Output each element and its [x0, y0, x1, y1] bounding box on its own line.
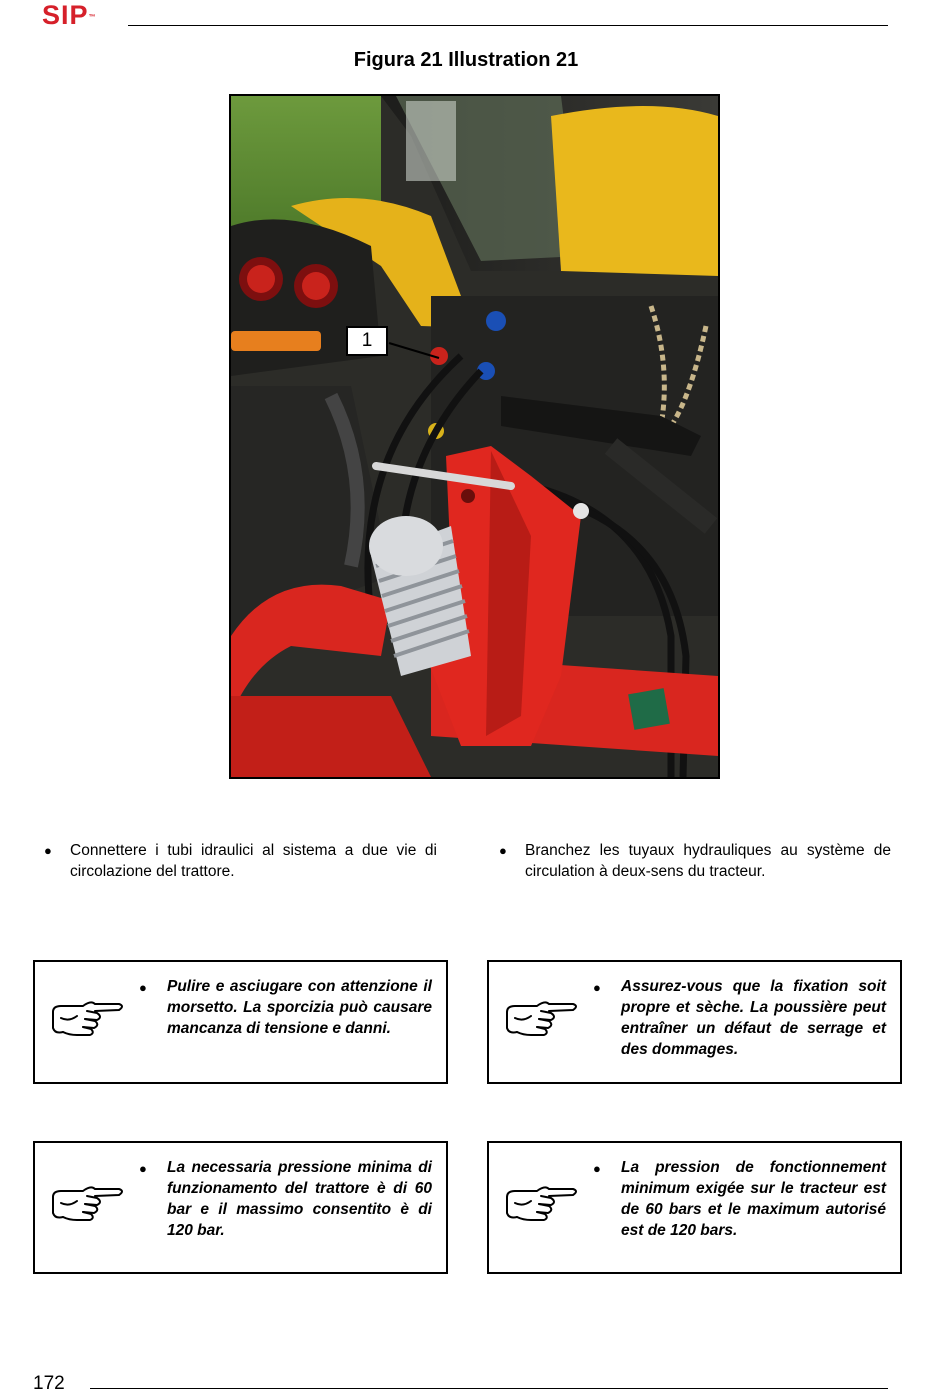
instruction-french-block	[499, 840, 891, 882]
logo-text: SIP	[42, 0, 89, 30]
figure-title: Figura 21 Illustration 21	[353, 49, 579, 71]
header-rule	[128, 25, 888, 26]
bullet-dot: ●	[139, 1161, 147, 1176]
instruction-french: Branchez les tuyaux hydrauliques au système de circulation à deux-sens du tracteur.	[525, 842, 891, 880]
note-text-french-1: Assurez-vous que la fixation soit propre et sèche. La poussière peut entraîner un défaut de serrage et des dommages.	[621, 978, 886, 1058]
logo-trademark: ™	[88, 14, 97, 21]
footer-rule	[90, 1388, 888, 1389]
tractor-hydraulic-photo	[231, 96, 718, 777]
note-box-italian-2	[33, 1141, 448, 1274]
page-number: 172	[33, 1373, 65, 1394]
bullet-dot: ●	[593, 1161, 601, 1176]
note-text-french-2: La pression de fonctionnement minimum exigée sur le tracteur est de 60 bars et le maximum autorisé est de 120 bars.	[621, 1159, 886, 1239]
bullet-dot: ●	[593, 980, 601, 995]
bullet-dot: ●	[499, 843, 507, 858]
pointing-hand-icon	[47, 998, 127, 1042]
instruction-italian: Connettere i tubi idraulici al sistema a due vie di circolazione del trattore.	[70, 842, 437, 880]
sip-logo	[42, 2, 97, 29]
pointing-hand-icon	[501, 998, 581, 1042]
figure-photo	[229, 94, 720, 779]
bullet-dot: ●	[44, 843, 52, 858]
pointing-hand-icon	[47, 1183, 127, 1227]
instruction-italian-block	[44, 840, 437, 882]
note-text-italian-2: La necessaria pressione minima di funzionamento del trattore è di 60 bar e il massimo consentito è di 120 bar.	[167, 1159, 432, 1239]
bullet-dot: ●	[139, 980, 147, 995]
callout-label: 1	[346, 326, 388, 356]
note-box-french-1	[487, 960, 902, 1084]
pointing-hand-icon	[501, 1183, 581, 1227]
note-box-italian-1	[33, 960, 448, 1084]
note-text-italian-1: Pulire e asciugare con attenzione il morsetto. La sporcizia può causare mancanza di tensione e danni.	[167, 978, 432, 1037]
note-box-french-2	[487, 1141, 902, 1274]
